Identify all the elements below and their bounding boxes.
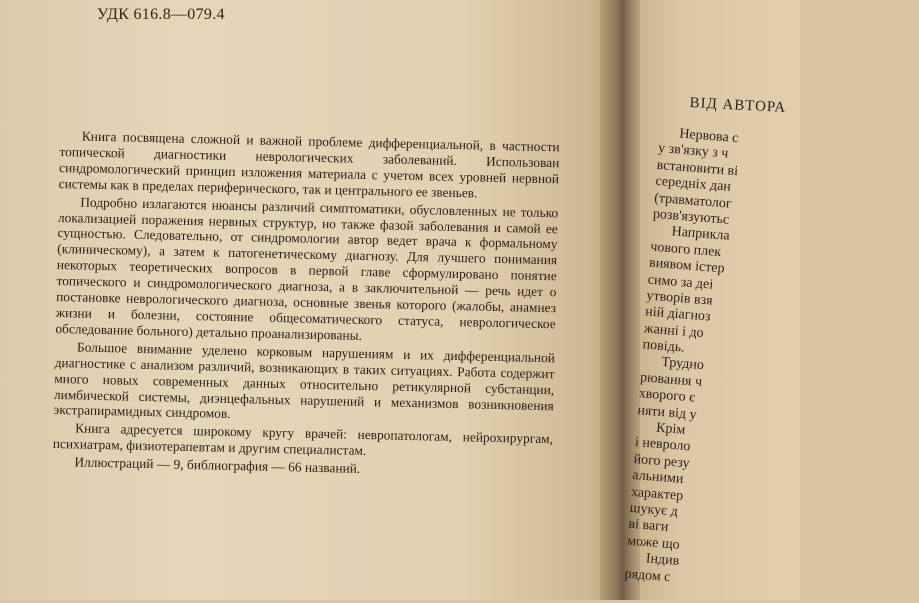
right-page-line: Індив [645, 551, 680, 569]
right-page-title: ВІД АВТОРА [689, 95, 787, 117]
right-page-line: середніх дан [654, 174, 732, 195]
right-page-line: Нервова с [678, 126, 739, 147]
right-page-line: Наприкла [671, 224, 731, 245]
right-page-line: характер [630, 484, 684, 504]
right-page-line: хворого є [638, 386, 696, 406]
right-page-line: Трудно [660, 355, 705, 374]
right-page [624, 0, 800, 600]
annotation-text [52, 128, 560, 483]
paragraph-4: Книга адресуется широкому кругу врачей: невропатологам, нейрохирургам, психиатрам, физиотерапевтам и другим специалистам. [52, 420, 554, 459]
right-page-line: розв'язуютьс [652, 206, 730, 228]
right-page-line: рювання ч [639, 370, 703, 390]
right-page-line: встановити ві [656, 157, 739, 180]
right-page-line: утворів взя [645, 288, 714, 309]
right-page-line: може що [626, 533, 681, 553]
udc-code: УДК 616.8—079.4 [97, 6, 225, 23]
right-page-line: чового плек [649, 239, 722, 260]
right-page-line: симо за деі [647, 272, 714, 293]
right-page-line: ві ваги [627, 517, 669, 536]
right-page-line: виявом істер [648, 255, 726, 277]
right-page-line: повідь. [642, 337, 686, 356]
right-page-line: (травматолог [653, 190, 733, 212]
paragraph-1: Книга посвящена сложной и важной проблеме дифференциальной, в частности топической диагностики неврологических заболеваний. Использован синдромологический принцип изложения материала с учетом всех уровней нервной системы как в пределах периферического, так и центрального ее звеньев. [58, 128, 560, 201]
right-page-line: шукує д [629, 500, 679, 520]
right-page-line: і невроло [634, 435, 691, 455]
right-page-line: жанні і до [643, 321, 705, 341]
right-page-line: альними [631, 468, 684, 488]
paragraph-5: Иллюстраций — 9, библиография — 66 названий. [74, 454, 361, 477]
right-page-line: ній діагноз [644, 304, 712, 325]
right-page-line: Крім [655, 420, 686, 438]
right-page-line: няти від у [636, 402, 698, 423]
right-page-line: рядом с [624, 566, 672, 585]
right-page-line: у зв'язку з ч [657, 141, 729, 162]
right-page-line: його резу [633, 451, 691, 472]
paragraph-2: Подробно излагаются нюансы различий симптоматики, обусловленных не только локализацией поражения нервных структур, но также фазой заболевания и самой ее сущностью. Следовательно, от синдромологии автор ведет врача к формальному (клиническому), а затем к патогенетическому диагнозу. Для лучшего понимания некоторых теоретических вопросов в первой главе сформулировано понятие топического и синдромологического диагноза, а в заключительной — речь идет о постановке неврологического диагноза, основные звенья которого (жалобы, анамнез жизни и болезни, состояние общесоматического статуса, неврологическое обследование больного) детально проанализированы. [55, 194, 559, 343]
paragraph-3: Большое внимание уделено корковым нарушениям и их дифференциальной диагностике с анализом различий, возникающих в таких ситуациях. Работа содержит много новых современных данных относительно ретикулярной субстанции, лимбической системы, диэнцефальных нарушений и механизмов возникновения экстрапирамидных синдромов. [53, 339, 556, 422]
right-page-text [624, 125, 919, 603]
